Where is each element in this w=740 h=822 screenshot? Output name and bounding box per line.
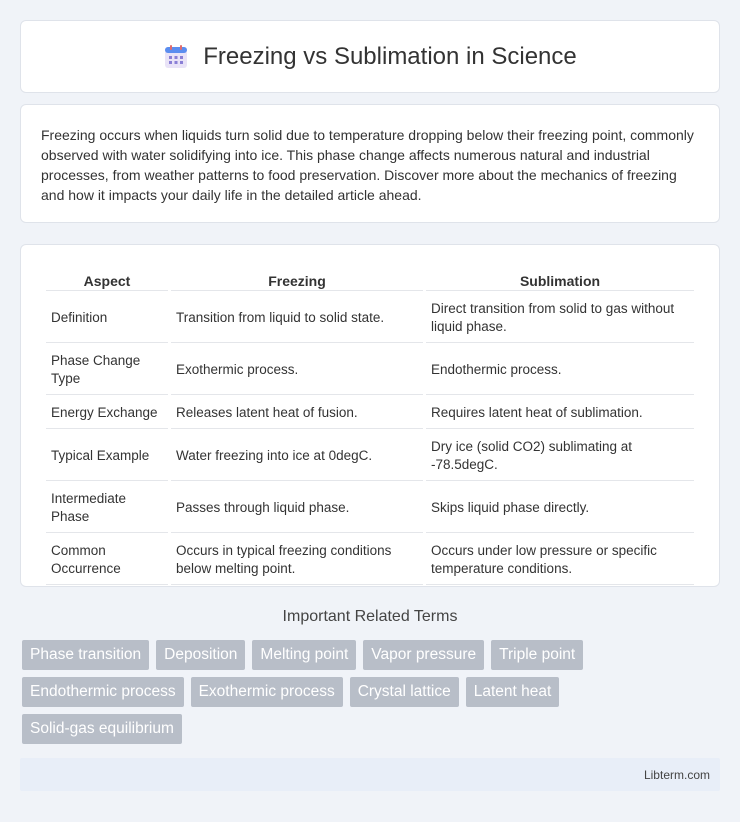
comparison-table [43,267,697,588]
cell-freezing: Passes through liquid phase. [171,484,423,533]
related-terms-title: Important Related Terms [282,608,458,625]
cell-freezing: Releases latent heat of fusion. [171,398,423,429]
table-row [46,398,694,429]
tag-vapor-pressure[interactable]: Vapor pressure [363,640,484,670]
cell-sublimation: Endothermic process. [426,346,694,395]
cell-aspect: Phase Change Type [46,346,168,395]
cell-sublimation: Requires latent heat of sublimation. [426,398,694,429]
tag-latent-heat[interactable]: Latent heat [466,677,560,707]
cell-aspect: Intermediate Phase [46,484,168,533]
intro-text: Freezing occurs when liquids turn solid due to temperature dropping below their freezing point, commonly observed with water solidifying into ice. This phase change affects numerous natural and industrial processes, from weather patterns to food preservation. Discover more about the mechanics of freezing and how it impacts your daily life in the detailed article ahead. [41,127,694,203]
cell-sublimation: Skips liquid phase directly. [426,484,694,533]
tag-crystal-lattice[interactable]: Crystal lattice [350,677,459,707]
header-aspect: Aspect [46,270,168,291]
table-row [46,536,694,585]
header-freezing: Freezing [171,270,423,291]
table-row [46,432,694,481]
cell-aspect: Common Occurrence [46,536,168,585]
cell-sublimation: Direct transition from solid to gas without liquid phase. [426,294,694,343]
tag-solid-gas-equilibrium[interactable]: Solid-gas equilibrium [22,714,182,744]
cell-freezing: Exothermic process. [171,346,423,395]
table-row [46,484,694,533]
tag-exothermic-process[interactable]: Exothermic process [191,677,343,707]
calendar-icon [163,44,189,70]
header-sublimation: Sublimation [426,270,694,291]
page-title: Freezing vs Sublimation in Science [203,42,577,70]
cell-aspect: Definition [46,294,168,343]
tag-deposition[interactable]: Deposition [156,640,245,670]
header-card [20,20,720,93]
intro-card [20,104,720,223]
comparison-card [20,244,720,587]
tag-endothermic-process[interactable]: Endothermic process [22,677,184,707]
footer-brand[interactable]: Libterm.com [643,768,710,782]
cell-freezing: Water freezing into ice at 0degC. [171,432,423,481]
table-row [46,346,694,395]
table-row [46,294,694,343]
tag-melting-point[interactable]: Melting point [252,640,356,670]
tag-triple-point[interactable]: Triple point [491,640,583,670]
cell-freezing: Occurs in typical freezing conditions below melting point. [171,536,423,585]
cell-aspect: Energy Exchange [46,398,168,429]
cell-sublimation: Occurs under low pressure or specific temperature conditions. [426,536,694,585]
tag-phase-transition[interactable]: Phase transition [22,640,149,670]
related-terms-list [22,640,622,751]
cell-freezing: Transition from liquid to solid state. [171,294,423,343]
cell-sublimation: Dry ice (solid CO2) sublimating at -78.5degC. [426,432,694,481]
cell-aspect: Typical Example [46,432,168,481]
footer [20,758,720,791]
table-header-row [46,270,694,291]
